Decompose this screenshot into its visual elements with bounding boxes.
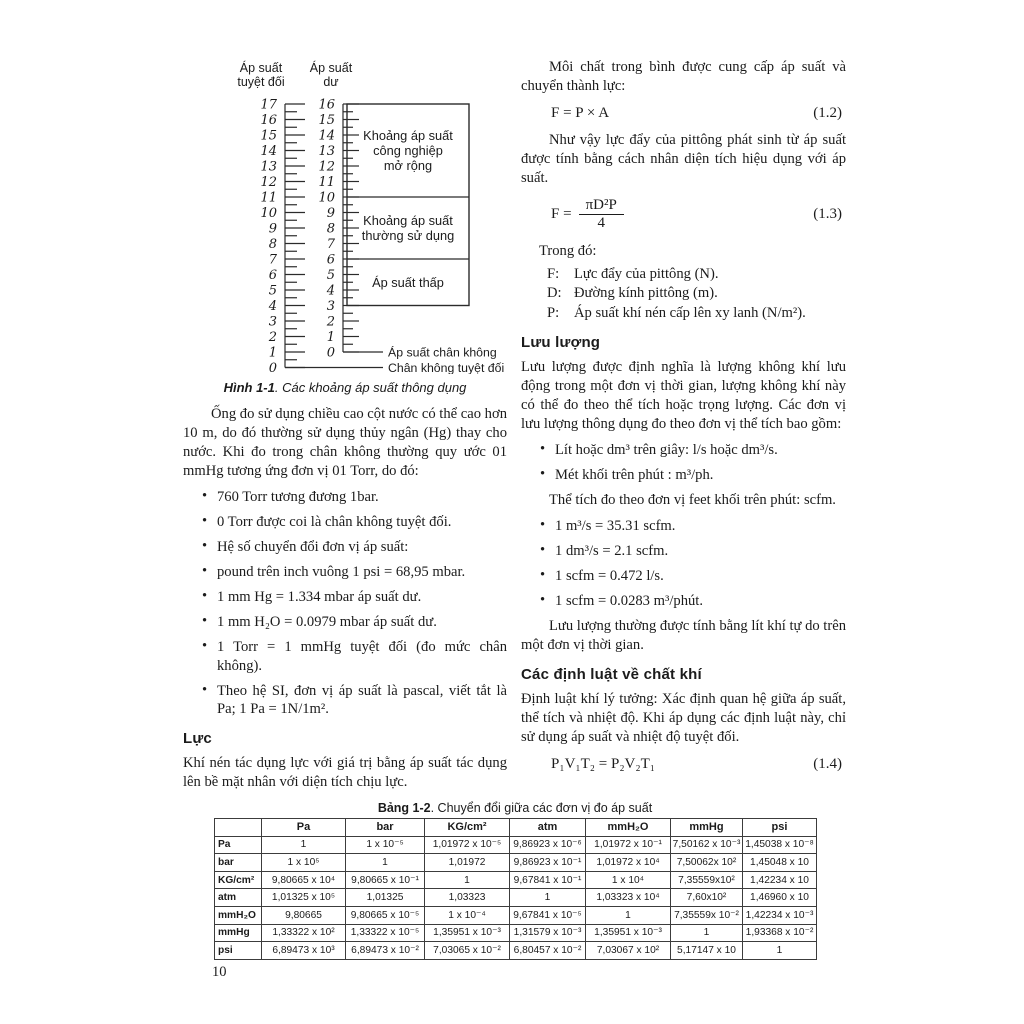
bullet-item: • Hệ số chuyển đổi đơn vị áp suất: (217, 538, 507, 557)
table-cell: 9,80665 x 10⁻¹ (346, 871, 425, 889)
table-header-cell: bar (346, 819, 425, 837)
gauge-tick-label: 3 (326, 299, 335, 314)
definition-row (547, 284, 846, 303)
absolute-tick-label: 10 (260, 206, 277, 221)
absolute-tick-label: 8 (268, 237, 277, 252)
table-header-cell: mmHg (671, 819, 743, 837)
table-cell: 1,45038 x 10⁻⁸ (743, 836, 817, 854)
table-cell: 1 x 10⁵ (262, 854, 346, 872)
absolute-tick-label: 12 (260, 175, 277, 190)
table-cell: 1 (346, 854, 425, 872)
bullet-item: • 1 mm Hg = 1.334 mbar áp suất dư. (217, 588, 507, 607)
table-cell: 9,86923 x 10⁻⁶ (510, 836, 586, 854)
table-row (215, 854, 817, 872)
absolute-tick-label: 17 (260, 97, 277, 113)
bullet-item: • 0 Torr được coi là chân không tuyệt đối. (217, 513, 507, 532)
table-cell: 9,67841 x 10⁻⁵ (510, 906, 586, 924)
fraction-numerator: πD²P (585, 197, 617, 213)
definition-symbol: F: (547, 265, 560, 282)
table-cell: 1 (743, 942, 817, 960)
table-cell: 1,33322 x 10² (262, 924, 346, 942)
absolute-scale-title: tuyệt đối (237, 75, 285, 89)
table-cell: 1,31579 x 10⁻³ (510, 924, 586, 942)
section-heading-force: Lực (183, 729, 212, 747)
table-header-row (215, 819, 817, 837)
bullet-item: • 1 Torr = 1 mmHg tuyệt đối (đo mức chân không). (217, 638, 507, 675)
piston-paragraph: Như vậy lực đẩy của pittông phát sinh từ áp suất được tính bằng cách nhân diện tích hiệu dụng với áp suất. (521, 132, 846, 186)
table-header-cell: atm (510, 819, 586, 837)
table-cell: 9,80665 (262, 906, 346, 924)
table-cell: 1 (510, 889, 586, 907)
equation-1-3-number: (1.3) (813, 206, 842, 223)
definition-text: Đường kính pittông (m). (574, 285, 718, 302)
gauge-tick-label: 6 (326, 252, 335, 268)
intro-paragraph: Ống đo sử dụng chiều cao cột nước có thể cao hơn 10 m, do đó thường sử dụng thủy ngân (Hg) thay cho nước. Khi đo trong chân không thường quy ước 01 mmHg tương ứng đơn vị 01 Torr, do đó: (183, 406, 507, 479)
range-label: Khoảng áp suất (363, 213, 453, 228)
table-cell: 7,35559x 10⁻² (671, 906, 743, 924)
table-row (215, 889, 817, 907)
table-header-cell: KG/cm² (425, 819, 510, 837)
gauge-tick-label: 12 (318, 159, 335, 175)
table-cell: 7,03067 x 10² (586, 942, 671, 960)
table-cell: 1,01325 (346, 889, 425, 907)
absolute-tick-label: 5 (268, 283, 277, 299)
vacuum-pressure-label: Áp suất chân không (388, 345, 497, 360)
bullet-item: • 760 Torr tương đương 1bar. (217, 488, 507, 507)
fraction (579, 197, 624, 233)
table-cell: 1,01972 (425, 854, 510, 872)
fraction-denominator: 4 (579, 214, 624, 232)
equation-1-2 (521, 105, 846, 122)
table-cell: 1,01325 x 10⁵ (262, 889, 346, 907)
table-title (214, 801, 816, 815)
table-cell: 1,01972 x 10⁻⁵ (425, 836, 510, 854)
absolute-tick-label: 7 (268, 252, 277, 268)
table-cell: 1 (425, 871, 510, 889)
bullet-item: • 1 scfm = 0.472 l/s. (555, 567, 846, 586)
gauge-tick-label: 2 (326, 314, 335, 330)
table-cell: 1 (586, 906, 671, 924)
gauge-scale-title: dư (323, 75, 339, 89)
figure-caption-number: Hình 1-1 (223, 380, 275, 395)
absolute-tick-label: 0 (268, 361, 277, 374)
table-cell: 7,50162 x 10⁻³ (671, 836, 743, 854)
gauge-tick-label: 10 (318, 190, 335, 206)
range-label: công nghiệp (373, 143, 443, 158)
table-title-number: Bảng 1-2 (377, 801, 431, 815)
bullet-item: • 1 scfm = 0.0283 m³/phút. (555, 592, 846, 611)
table-row (215, 924, 817, 942)
absolute-tick-label: 14 (260, 144, 277, 159)
absolute-tick-label: 11 (260, 190, 277, 206)
equation-1-4 (521, 756, 846, 773)
gauge-tick-label: 16 (318, 97, 335, 113)
gauge-tick-label: 1 (326, 330, 335, 345)
range-label: mở rộng (383, 158, 433, 173)
gauge-tick-label: 4 (326, 283, 335, 299)
gas-laws-paragraph: Định luật khí lý tưởng: Xác định quan hệ giữa áp suất, thể tích và nhiệt độ. Khi áp dụng các định luật này, chỉ sử dụng áp suất và nhiệt độ tuyệt đối. (521, 690, 846, 745)
gauge-scale-title: Áp suất (309, 61, 353, 75)
definition-symbol: P: (547, 305, 560, 322)
where-label: Trong đó: (539, 242, 597, 259)
pressure-conversion-table (214, 818, 817, 960)
bullet-item: • Theo hệ SI, đơn vị áp suất là pascal, viết tắt là Pa; 1 Pa = 1N/1m². (217, 682, 507, 719)
definition-row (547, 265, 846, 284)
absolute-tick-label: 13 (260, 159, 277, 175)
absolute-tick-label: 3 (268, 314, 277, 330)
bullet-item: • Lít hoặc dm³ trên giây: l/s hoặc dm³/s. (555, 441, 846, 460)
table-row-label: atm (215, 889, 262, 907)
conversion-table-section (214, 801, 816, 960)
gauge-tick-label: 11 (318, 175, 335, 190)
absolute-scale-title: Áp suất (239, 61, 283, 75)
left-column (183, 58, 507, 799)
absolute-tick-label: 15 (260, 128, 277, 144)
table-cell: 1,45048 x 10 (743, 854, 817, 872)
bullet-item: • 1 mm H₂O = 0.0979 mbar áp suất dư. (217, 613, 507, 632)
table-cell: 1,03323 x 10⁴ (586, 889, 671, 907)
page-number: 10 (212, 964, 227, 980)
table-cell: 1,03323 (425, 889, 510, 907)
table-cell: 5,17147 x 10 (671, 942, 743, 960)
absolute-tick-label: 1 (268, 345, 277, 361)
bullet-item: • Mét khối trên phút : m³/ph. (555, 466, 846, 485)
table-cell: 1,33322 x 10⁻⁵ (346, 924, 425, 942)
bullet-item: • 1 m³/s = 35.31 scfm. (555, 517, 846, 536)
table-cell: 9,80665 x 10⁴ (262, 871, 346, 889)
table-cell: 1,42234 x 10 (743, 871, 817, 889)
absolute-tick-label: 9 (268, 221, 277, 237)
table-row-label: mmHg (215, 924, 262, 942)
table-row-label: bar (215, 854, 262, 872)
table-header-cell: psi (743, 819, 817, 837)
equation-1-4-number: (1.4) (813, 755, 842, 772)
table-cell: 1,35951 x 10⁻³ (425, 924, 510, 942)
equation-1-4-formula: P₁V₁T₂ = P₂V₂T₁ (551, 755, 656, 772)
absolute-vacuum-label: Chân không tuyệt đối (388, 361, 505, 374)
gauge-tick-label: 5 (326, 268, 335, 283)
table-cell: 7,03065 x 10⁻² (425, 942, 510, 960)
table-cell: 1,42234 x 10⁻³ (743, 906, 817, 924)
force-paragraph: Khí nén tác dụng lực với giá trị bằng áp suất tác dụng lên bề mặt nhân với diện tích chịu lực. (183, 754, 507, 790)
table-cell: 1 x 10⁻⁵ (346, 836, 425, 854)
absolute-tick-label: 6 (268, 268, 277, 283)
table-row (215, 942, 817, 960)
table-row-label: KG/cm² (215, 871, 262, 889)
table-cell: 1 x 10⁻⁴ (425, 906, 510, 924)
figure-caption-text: . Các khoảng áp suất thông dụng (274, 380, 467, 395)
symbol-definitions (521, 265, 846, 323)
range-label: Khoảng áp suất (363, 128, 453, 143)
table-cell: 7,50062x 10² (671, 854, 743, 872)
gauge-tick-label: 13 (318, 144, 335, 159)
table-row (215, 836, 817, 854)
table-cell: 9,80665 x 10⁻⁵ (346, 906, 425, 924)
section-heading-gas-laws: Các định luật về chất khí (521, 665, 702, 683)
medium-paragraph: Môi chất trong bình được cung cấp áp suất và chuyển thành lực: (521, 59, 846, 94)
table-cell: 1 x 10⁴ (586, 871, 671, 889)
table-cell: 9,67841 x 10⁻¹ (510, 871, 586, 889)
table-cell: 1,35951 x 10⁻³ (586, 924, 671, 942)
table-cell: 6,89473 x 10³ (262, 942, 346, 960)
table-cell: 1 (671, 924, 743, 942)
gauge-tick-label: 7 (326, 237, 335, 252)
range-label: thường sử dụng (361, 228, 455, 243)
definition-text: Lực đẩy của pittông (N). (574, 265, 719, 282)
absolute-tick-label: 2 (268, 330, 277, 345)
equation-1-2-formula: F = P × A (551, 105, 610, 121)
table-cell: 1 (262, 836, 346, 854)
gauge-tick-label: 0 (326, 345, 335, 361)
definition-symbol: D: (547, 285, 562, 302)
pressure-ranges-figure (223, 58, 507, 376)
pressure-bullet-list (183, 488, 507, 719)
flow-bullet-list-2 (521, 517, 846, 611)
table-cell: 9,86923 x 10⁻¹ (510, 854, 586, 872)
flow-bullet-list-1 (521, 441, 846, 485)
table-cell: 1,46960 x 10 (743, 889, 817, 907)
absolute-tick-label: 16 (260, 113, 277, 128)
equation-1-3 (521, 197, 846, 233)
table-cell: 1,01972 x 10⁴ (586, 854, 671, 872)
table-row-label: Pa (215, 836, 262, 854)
table-cell: 7,60x10² (671, 889, 743, 907)
right-column (521, 58, 846, 782)
table-header-cell: mmH₂O (586, 819, 671, 837)
table-cell: 1,01972 x 10⁻¹ (586, 836, 671, 854)
table-header-cell (215, 819, 262, 837)
gauge-tick-label: 15 (318, 113, 335, 128)
section-heading-flow: Lưu lượng (521, 333, 601, 351)
gauge-tick-label: 14 (318, 128, 335, 144)
table-row (215, 871, 817, 889)
flow-paragraph-1: Lưu lượng được định nghĩa là lượng không khí lưu động trong một đơn vị thời gian, lượng không khí này có thể đo theo thể tích hoặc trọng lượng. Các đơn vị lưu lượng thông dụng đo theo đơn vị thể tích bao gồm: (521, 358, 846, 432)
table-title-text: . Chuyển đổi giữa các đơn vị đo áp suất (430, 801, 653, 815)
equation-1-3-lhs: F = (551, 206, 572, 223)
bullet-item: • 1 dm³/s = 2.1 scfm. (555, 542, 846, 561)
definition-row (547, 304, 846, 323)
pressure-ranges-diagram (223, 58, 523, 374)
table-row (215, 906, 817, 924)
table-cell: 6,89473 x 10⁻² (346, 942, 425, 960)
flow-paragraph-2: Thể tích đo theo đơn vị feet khối trên phút: scfm. (549, 491, 836, 508)
bullet-item: • pound trên inch vuông 1 psi = 68,95 mbar. (217, 563, 507, 582)
table-row-label: psi (215, 942, 262, 960)
definition-text: Áp suất khí nén cấp lên xy lanh (N/m²). (574, 305, 806, 322)
figure-caption (183, 380, 507, 395)
table-header-cell: Pa (262, 819, 346, 837)
gauge-tick-label: 8 (326, 221, 335, 237)
table-cell: 7,35559x10² (671, 871, 743, 889)
table-cell: 6,80457 x 10⁻² (510, 942, 586, 960)
range-label: Áp suất thấp (372, 274, 444, 290)
equation-1-2-number: (1.2) (813, 105, 842, 121)
table-row-label: mmH₂O (215, 906, 262, 924)
table-cell: 1,93368 x 10⁻² (743, 924, 817, 942)
flow-paragraph-3: Lưu lượng thường được tính bằng lít khí tự do trên một đơn vị thời gian. (521, 617, 846, 653)
gauge-tick-label: 9 (326, 206, 335, 221)
absolute-tick-label: 4 (268, 299, 277, 314)
